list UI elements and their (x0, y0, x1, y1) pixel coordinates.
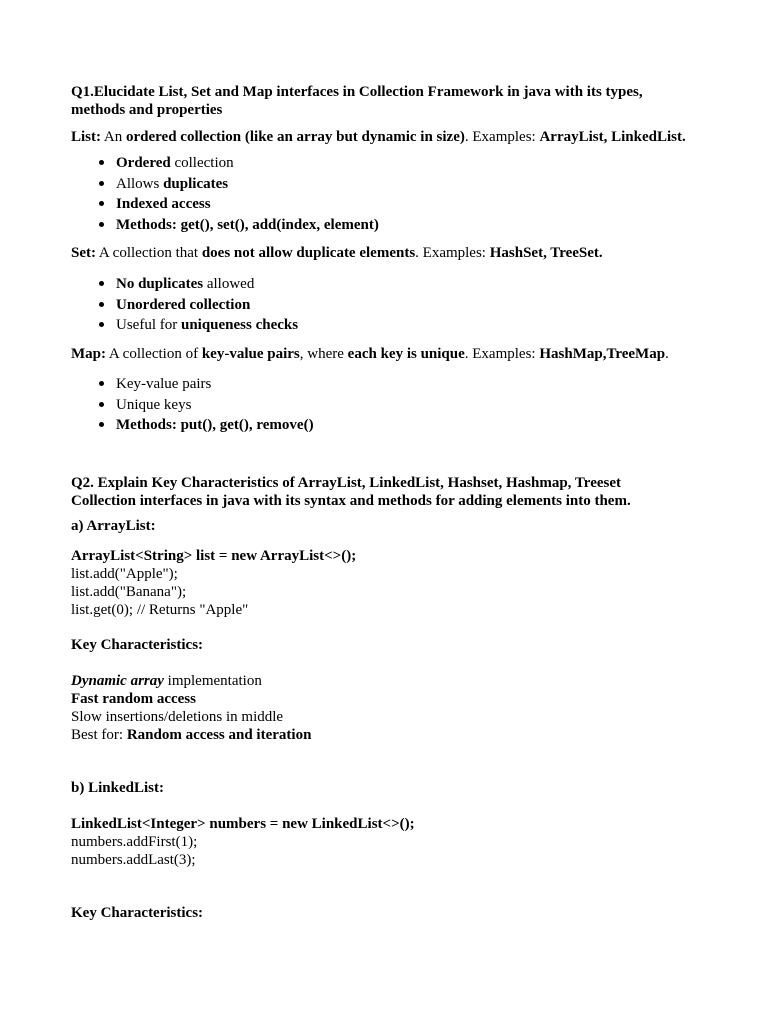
map-definition: Map: A collection of key-value pairs, where each key is unique. Examples: HashMap,TreeMap. (71, 346, 669, 362)
list-item: Key-value pairs (97, 374, 314, 395)
list-item: Unordered collection (97, 295, 298, 316)
arraylist-code-line: list.add("Apple"); (71, 566, 178, 582)
linkedlist-heading: b) LinkedList: (71, 780, 164, 796)
list-item: Unique keys (97, 395, 314, 416)
linkedlist-code-line: numbers.addFirst(1); (71, 834, 198, 850)
q1-title-line2: methods and properties (71, 102, 223, 118)
list-item: Ordered collection (97, 153, 379, 174)
arraylist-heading: a) ArrayList: (71, 518, 156, 534)
arraylist-characteristic: Dynamic array implementation (71, 673, 262, 689)
q2-title-line2: Collection interfaces in java with its syntax and methods for adding elements into them. (71, 493, 631, 509)
list-item: Allows duplicates (97, 174, 379, 195)
list-item: No duplicates allowed (97, 274, 298, 295)
q2-title-line1: Q2. Explain Key Characteristics of ArrayList, LinkedList, Hashset, Hashmap, Treeset (71, 475, 621, 491)
arraylist-characteristic: Slow insertions/deletions in middle (71, 709, 284, 725)
list-item: Useful for uniqueness checks (97, 315, 298, 336)
list-item: Methods: get(), set(), add(index, element) (97, 215, 379, 236)
arraylist-key-heading: Key Characteristics: (71, 637, 204, 653)
list-definition: List: An ordered collection (like an array but dynamic in size). Examples: ArrayList, LinkedList. (71, 129, 686, 145)
linkedlist-code-line: numbers.addLast(3); (71, 852, 196, 868)
linkedlist-key-heading: Key Characteristics: (71, 905, 204, 921)
arraylist-characteristic: Fast random access (71, 691, 196, 707)
arraylist-code-line: list.get(0); // Returns "Apple" (71, 602, 249, 618)
set-definition: Set: A collection that does not allow duplicate elements. Examples: HashSet, TreeSet. (71, 245, 603, 261)
list-item: Indexed access (97, 194, 379, 215)
list-item: Methods: put(), get(), remove() (97, 415, 314, 436)
arraylist-code-line: list.add("Banana"); (71, 584, 187, 600)
q1-title-line1: Q1.Elucidate List, Set and Map interfaces in Collection Framework in java with its types, (71, 84, 643, 100)
set-properties (97, 274, 298, 336)
linkedlist-code-line: LinkedList<Integer> numbers = new LinkedList<>(); (71, 816, 415, 832)
arraylist-code-line: ArrayList<String> list = new ArrayList<>(); (71, 548, 357, 564)
map-properties (97, 374, 314, 436)
arraylist-characteristic: Best for: Random access and iteration (71, 727, 312, 743)
list-properties (97, 153, 379, 235)
